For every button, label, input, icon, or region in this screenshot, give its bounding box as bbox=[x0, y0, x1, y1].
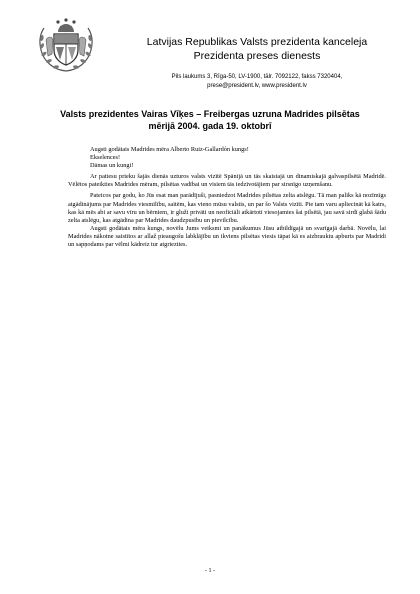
page-number: - 1 - bbox=[205, 568, 215, 574]
document-title bbox=[40, 108, 380, 132]
speech-body bbox=[68, 146, 386, 252]
salutation-paragraph: Augsti godātais Madrides mēra Alberto Ruiz-Gallardón kungs! bbox=[90, 146, 249, 153]
header-contacts: prese@president.lv, www.president.lv bbox=[207, 83, 307, 89]
salutation-paragraph: Ekselences! bbox=[90, 154, 121, 162]
header-dept-name: Prezidenta preses dienests bbox=[193, 50, 321, 62]
title-line-2: mērijā 2004. gada 19. oktobrī bbox=[148, 121, 272, 131]
body-paragraph: Ar patiesu prieku šajās dienās uzturos valsts vizītē Spānijā un tās skaistajā un dinamiskajā galvaspilsētā Madridē. Vēlētos pateikties Madrides mēram, pilsētas vadībai un visiem tās iedzīvotājiem par sirsnīgo uzņemšanu. bbox=[68, 173, 386, 189]
header-org-name: Latvijas Republikas Valsts prezidenta kanceleja bbox=[146, 36, 368, 48]
body-paragraph: Pateicos par godu, ko Jūs esat man parādījuši, pasniedzot Madrides pilsētas zelta atslēgu. Tā man paliks kā nozīmīgs atgādinājums par Madrides viesmīlību, saitēm, kas vieno mūsu valstis, un par šo Valsts vizīti. Pie tam varu apliecināt kā katrs, kas kā mēs abi ar savu vīru un bērniem, ir gluži privāti un neoficiāli atkārtoti viesojamies šai pilsētā, jau savā sirdī glabā šādu zelta atslēgu, kas atgādina par Madrides daudzpusību un pievilcību. bbox=[68, 192, 386, 224]
salutation-paragraph: Dāmas un kungi! bbox=[90, 162, 134, 170]
title-line-1: Valsts prezidentes Vairas Vīķes – Freibergas uzruna Madrides pilsētas bbox=[60, 109, 360, 119]
coat-of-arms-icon bbox=[36, 16, 96, 74]
header-address: Pils laukums 3, Rīga-50, LV-1900, tālr. 7092122, fakss 7320404, bbox=[171, 74, 343, 80]
body-paragraph: Augsti godātais mēra kungs, novēlu Jums veiksmi un panākumus Jūsu atbildīgajā un svarīgajā darbā. Novēlu, lai Madrides nākotne saistītos ar allaž pieaugošu labklājību un ikviens pilsētas viesis tāpat kā es aizbrauktu apburts par Madridi un sapņodams par vēlmi kādreiz tur atgriezties. bbox=[68, 224, 386, 249]
